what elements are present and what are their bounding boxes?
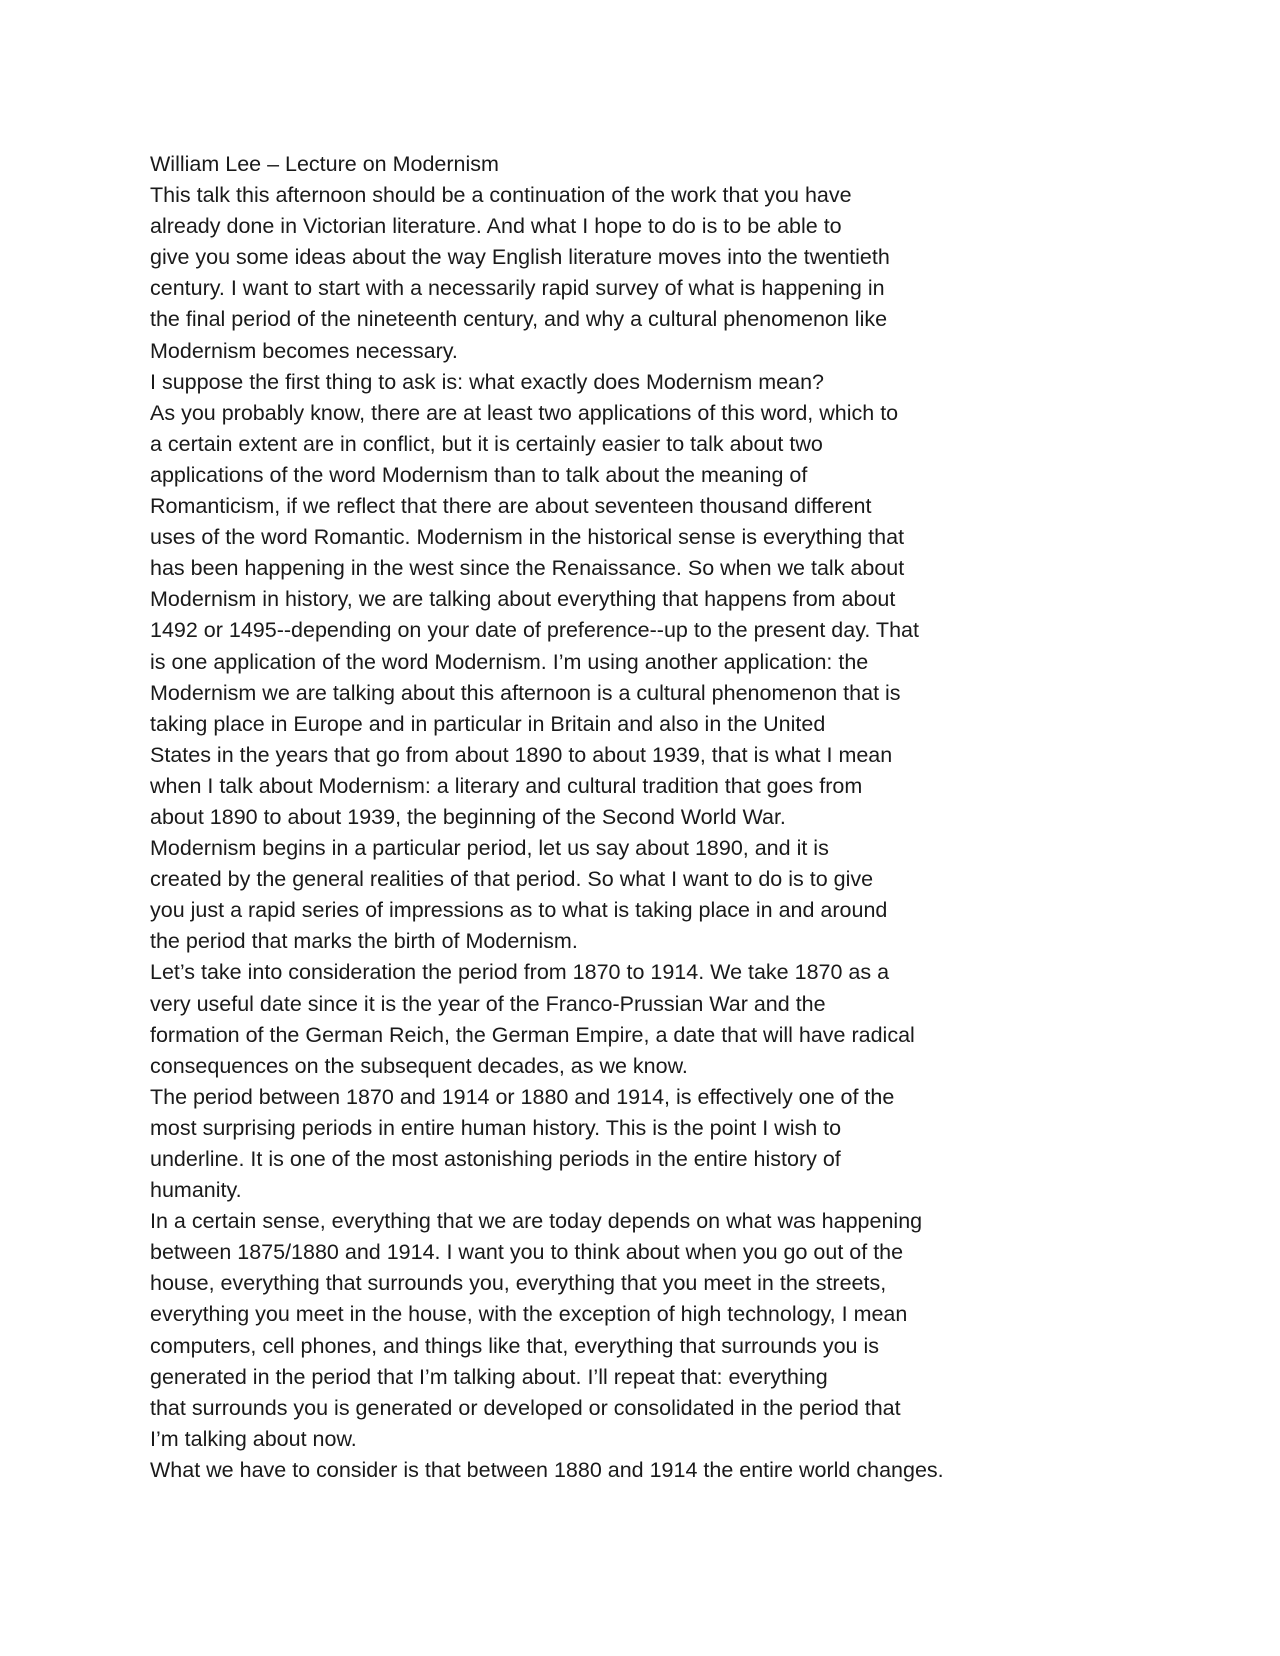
text-line: the final period of the nineteenth century, and why a cultural phenomenon like	[150, 307, 888, 332]
text-line: most surprising periods in entire human history. This is the point I wish to	[150, 1115, 842, 1140]
text-line: Let’s take into consideration the period from 1870 to 1914. We take 1870 as a	[150, 960, 890, 985]
text-line: applications of the word Modernism than to talk about the meaning of	[150, 462, 808, 487]
text-line: has been happening in the west since the Renaissance. So when we talk about	[150, 556, 905, 581]
text-line: Modernism begins in a particular period, let us say about 1890, and it is	[150, 836, 829, 861]
text-line: the period that marks the birth of Modernism.	[150, 929, 578, 954]
text-line: In a certain sense, everything that we are today depends on what was happening	[150, 1209, 923, 1234]
text-line: everything you meet in the house, with the exception of high technology, I mean	[150, 1302, 908, 1327]
text-line: that surrounds you is generated or developed or consolidated in the period that	[150, 1395, 901, 1420]
text-line: uses of the word Romantic. Modernism in the historical sense is everything that	[150, 525, 905, 550]
document-body	[150, 149, 1160, 1486]
text-line: I’m talking about now.	[150, 1426, 357, 1451]
text-line: 1492 or 1495--depending on your date of preference--up to the present day. That	[150, 618, 919, 643]
text-line: What we have to consider is that between 1880 and 1914 the entire world changes.	[150, 1457, 944, 1482]
text-line: you just a rapid series of impressions as to what is taking place in and around	[150, 898, 888, 923]
text-line: formation of the German Reich, the German Empire, a date that will have radical	[150, 1022, 915, 1047]
text-line: house, everything that surrounds you, everything that you meet in the streets,	[150, 1271, 887, 1296]
text-line: between 1875/1880 and 1914. I want you to think about when you go out of the	[150, 1240, 904, 1265]
text-line: humanity.	[150, 1178, 242, 1203]
text-line: taking place in Europe and in particular in Britain and also in the United	[150, 711, 826, 736]
text-line: States in the years that go from about 1890 to about 1939, that is what I mean	[150, 742, 893, 767]
text-line: already done in Victorian literature. And what I hope to do is to be able to	[150, 214, 842, 239]
text-line: is one application of the word Modernism. I’m using another application: the	[150, 649, 869, 674]
text-line: As you probably know, there are at least two applications of this word, which to	[150, 400, 899, 425]
text-line: Modernism in history, we are talking about everything that happens from about	[150, 587, 896, 612]
document-title: William Lee – Lecture on Modernism	[150, 152, 499, 176]
text-line: a certain extent are in conflict, but it is certainly easier to talk about two	[150, 431, 823, 456]
text-line: I suppose the first thing to ask is: what exactly does Modernism mean?	[150, 369, 824, 394]
text-line: created by the general realities of that period. So what I want to do is to give	[150, 867, 874, 892]
text-line: very useful date since it is the year of the Franco-Prussian War and the	[150, 991, 826, 1016]
text-line: Romanticism, if we reflect that there are about seventeen thousand different	[150, 494, 872, 519]
text-line: about 1890 to about 1939, the beginning of the Second World War.	[150, 804, 786, 829]
text-line: generated in the period that I’m talking about. I’ll repeat that: everything	[150, 1364, 828, 1389]
text-line: give you some ideas about the way English literature moves into the twentieth	[150, 245, 890, 270]
text-line: when I talk about Modernism: a literary and cultural tradition that goes from	[150, 773, 863, 798]
text-line: The period between 1870 and 1914 or 1880 and 1914, is effectively one of the	[150, 1084, 895, 1109]
text-line: This talk this afternoon should be a continuation of the work that you have	[150, 183, 852, 208]
text-line: century. I want to start with a necessarily rapid survey of what is happening in	[150, 276, 885, 301]
text-line: Modernism we are talking about this afternoon is a cultural phenomenon that is	[150, 680, 901, 705]
text-line: Modernism becomes necessary.	[150, 338, 458, 363]
text-line: underline. It is one of the most astonishing periods in the entire history of	[150, 1147, 841, 1171]
text-line: computers, cell phones, and things like that, everything that surrounds you is	[150, 1333, 880, 1358]
text-line: consequences on the subsequent decades, as we know.	[150, 1053, 688, 1078]
